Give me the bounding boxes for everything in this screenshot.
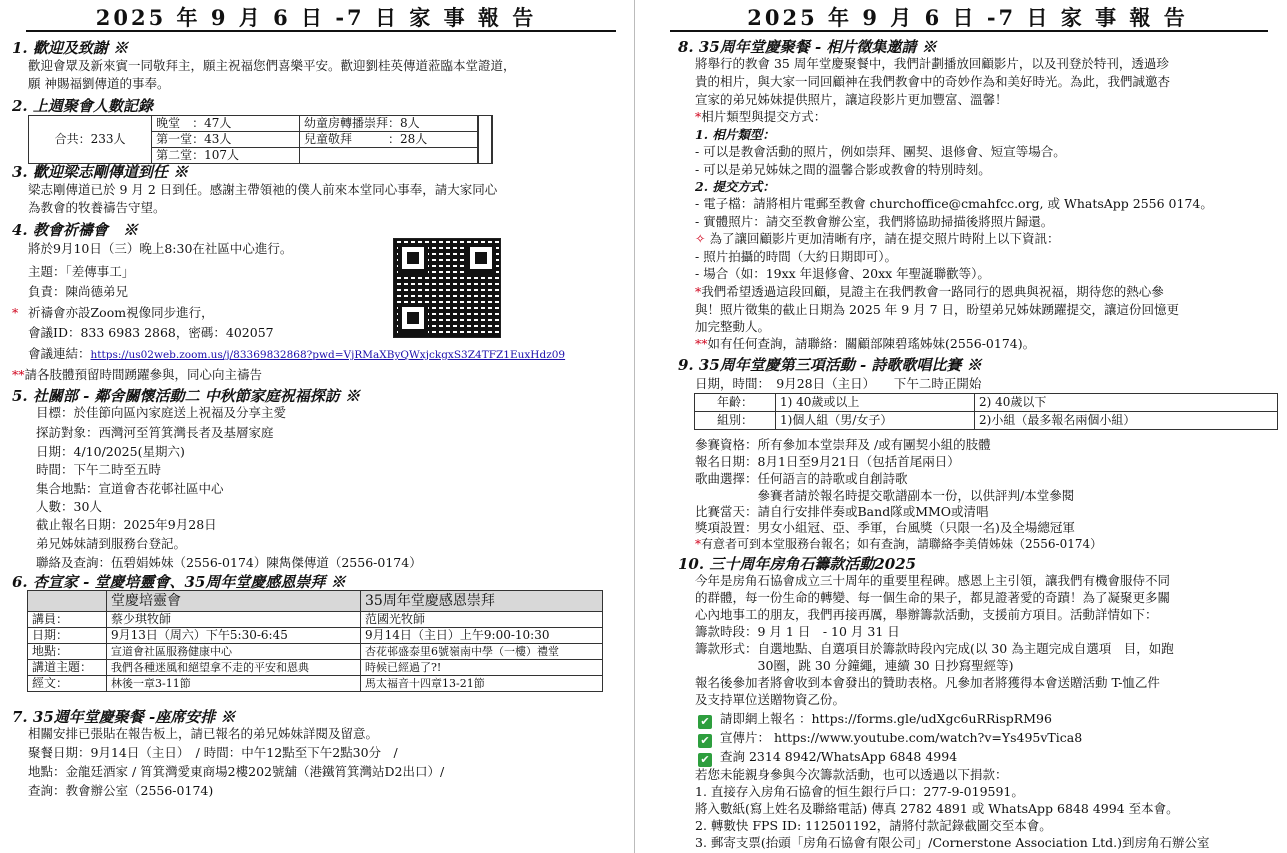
- zoom-link[interactable]: https://us02web.zoom.us/j/83369832868?pwd=VjRMaXByQWxjckgxS3Z4TFZ1EuxHdz09: [90, 349, 566, 361]
- visit-line: 弟兄姊妹請到服務台登記。: [36, 536, 187, 551]
- donation-line: 3. 郵寄支票(抬頭「房角石協會有限公司」/Cornerstone Association Ltd.)到房角石辦公室: [695, 835, 1210, 850]
- section-1-line: 願 神賜福劉傳道的事奉。: [28, 76, 170, 91]
- seating-line: 相關安排已張貼在報告板上，請已報名的弟兄姊妹詳閱及留意。: [28, 726, 379, 741]
- section-3-line: 梁志剛傳道已於 9 月 2 日到任。感謝主帶領祂的僕人前來本堂同心事奉，請大家同心: [28, 182, 498, 197]
- photo-sub-heading: *相片類型與提交方式：: [695, 109, 827, 124]
- left-page: [0, 0, 632, 853]
- photo-contact: **如有任何查詢，請聯絡：關顧部陳碧瑤姊妹(2556-0174)。: [695, 336, 1036, 351]
- donation-line: 若您未能親身參與今次籌款活動，也可以透過以下捐款：: [695, 767, 1008, 782]
- table-cell: 時候已經過了?!: [361, 660, 603, 676]
- contest-note-text: 有意者可到本堂服務台報名；如有查詢，請聯絡李美倩姊妹（2556-0174）: [701, 537, 1103, 551]
- table-cell: 講員：: [28, 612, 107, 628]
- qr-finder: [398, 243, 428, 273]
- section-4-heading: 4. 教會祈禱會 ※: [12, 221, 138, 239]
- photo-type-heading: 1. 相片類型：: [695, 127, 775, 142]
- table-cell: 蔡少琪牧師: [107, 612, 361, 628]
- attendance-cell: 晚堂 ：47人: [152, 116, 300, 132]
- table-header: [28, 591, 107, 612]
- visit-line: 截止報名日期：2025年9月28日: [36, 517, 217, 532]
- section-1-heading: 1. 歡迎及致謝 ※: [12, 39, 129, 57]
- section-5-heading: 5. 社關部 - 鄰舍關懷活動二 中秋節家庭祝福探訪 ※: [12, 387, 360, 405]
- section-10-heading: 10. 三十周年房角石籌款活動2025: [678, 555, 917, 573]
- section-6-heading: 6. 杏宣家 - 堂慶培靈會、35周年堂慶感恩崇拜 ※: [12, 573, 346, 591]
- attendance-cell: 第二堂：107人: [152, 148, 300, 164]
- info-item: - 場合（如：19xx 年退修會、20xx 年聖誕聯歡等）。: [695, 266, 990, 281]
- submit-heading: 2. 提交方式：: [695, 179, 775, 194]
- section-7-heading: 7. 35週年堂慶聚餐 -座席安排 ※: [12, 708, 236, 726]
- table-cell: 經文：: [28, 676, 107, 692]
- contest-line: 參賽者請於報名時提交歌譜副本一份，以供評判/本堂參閱: [695, 488, 1075, 503]
- zoom-link-label: 會議連結：: [28, 346, 91, 361]
- check-icon: ✔: [698, 753, 712, 767]
- submit-physical: - 實體照片：請交至教會辦公室，我們將協助掃描後將照片歸還。: [695, 214, 1054, 229]
- fund-line: 籌款形式：自選地點、自選項目於籌款時段內完成(以 30 為主題完成自選項 目，如跑: [695, 641, 1174, 656]
- contest-cell: 1)個人組（男/女子）: [776, 412, 975, 430]
- attendance-cell: [299, 148, 478, 164]
- section-1-line: 歡迎會眾及新來賓一同敬拜主，願主祝福您們喜樂平安。歡迎劉桂英傳道蒞臨本堂證道，: [28, 58, 516, 73]
- page-title: 2025 年 9 月 6 日 -7 日 家 事 報 告: [95, 5, 537, 30]
- zoom-note: 祈禱會亦設Zoom視像同步進行，: [28, 305, 214, 320]
- title-rule: [670, 30, 1268, 32]
- visit-line: 目標：於佳節向區內家庭送上祝福及分享主愛: [36, 405, 287, 420]
- section-8-heading: 8. 35周年堂慶聚餐 - 相片徵集邀請 ※: [678, 38, 937, 56]
- video-link[interactable]: 宣傳片： https://www.youtube.com/watch?v=Ys495vTica8: [720, 730, 1083, 745]
- visit-line: 人數：30人: [36, 499, 102, 514]
- prayer-meeting-leader: 負責：陳尚德弟兄: [28, 284, 129, 299]
- asterisk-mark: *: [12, 305, 19, 320]
- visit-line: 集合地點：宣道會杏花邨社區中心: [36, 481, 224, 496]
- info-note-text: 為了讓回顧影片更加清晰有序，請在提交照片時附上以下資訊：: [709, 231, 1060, 246]
- zoom-link-row: [28, 346, 565, 363]
- hope-line: 加完整動人。: [695, 319, 771, 334]
- attendance-cell: 兒童敬拜 ：28人: [299, 132, 478, 148]
- qr-finder: [466, 243, 496, 273]
- photo-intro: 將舉行的教會 35 周年堂慶聚餐中，我們計劃播放回顧影片，以及刊登於特刊，透過珍: [695, 56, 1169, 71]
- table-cell: 日期：: [28, 628, 107, 644]
- double-asterisk: **: [12, 367, 25, 382]
- prayer-meeting-theme: 主題：「差傳事工」: [28, 264, 135, 279]
- zoom-qr-code[interactable]: [393, 238, 501, 338]
- contest-line: 參賽資格：所有參加本堂崇拜及 /或有團契小組的肢體: [695, 437, 991, 452]
- check-icon: ✔: [698, 715, 712, 729]
- photo-intro: 宣家的弟兄姊妹提供照片，讓這段影片更加豐富、溫馨！: [695, 92, 1008, 107]
- visit-line: 聯絡及查詢：伍碧娟姊妹（2556-0174）陳雋傑傳道（2556-0174）: [36, 555, 422, 570]
- fund-line: 及支持單位送贈物資乙份。: [695, 692, 846, 707]
- fund-line: 30圈，跳 30 分鐘繩，連續 30 日抄寫聖經等): [695, 658, 1014, 673]
- table-cell: 地點：: [28, 644, 107, 660]
- photo-sub-text: 相片類型與提交方式：: [701, 109, 827, 124]
- prayer-meeting-time: 將於9月10日（三）晚上8:30在社區中心進行。: [28, 241, 293, 256]
- enquiry-text: 查詢 2314 8942/WhatsApp 6848 4994: [720, 749, 958, 764]
- section-3-line: 為教會的牧養禱告守望。: [28, 200, 166, 215]
- attendance-cell: 第一堂：43人: [152, 132, 300, 148]
- seating-line: 地點：金龍廷酒家 / 筲箕灣愛東商場2樓202號舖（港鐵筲箕灣站D2出口）/: [28, 764, 445, 779]
- section-3-heading: 3. 歡迎梁志剛傳道到任 ※: [12, 163, 189, 181]
- info-item: - 照片拍攝的時間（大約日期即可）。: [695, 249, 897, 264]
- register-link[interactable]: 請即網上報名 ：https://forms.gle/udXgc6uRRispRM96: [720, 711, 1052, 726]
- contest-line: 獎項設置：男女小組冠、亞、季軍，台風獎（只限一名)及全場總冠軍: [695, 520, 1075, 535]
- donation-line: 2. 轉數快 FPS ID: 112501192，請將付款記錄截圖交至本會。: [695, 818, 1052, 833]
- submit-email: - 電子檔：請將相片電郵至教會 churchoffice@cmahfcc.org, 或 WhatsApp 2556 0174。: [695, 196, 1213, 211]
- contest-cell: 1) 40歲或以上: [776, 394, 975, 412]
- photo-intro: 貴的相片，與大家一同回顧神在我們教會中的奇妙作為和美好時光。為此，我們誠邀杏: [695, 74, 1171, 89]
- visit-line: 日期：4/10/2025(星期六): [36, 444, 185, 459]
- page-title: 2025 年 9 月 6 日 -7 日 家 事 報 告: [747, 5, 1188, 30]
- hope-line: 與！照片徵集的截止日期為 2025 年 9 月 7 日，盼望弟兄姊妹踴躍提交，讓這份回憶更: [695, 302, 1180, 317]
- attendance-total: 合共：233人: [29, 116, 152, 164]
- fund-line: 的群體，每一份生命的轉變、每一個生命的果子，都見證著愛的奇蹟！為了凝聚更多關: [695, 590, 1171, 605]
- attendance-table: [28, 115, 493, 164]
- table-cell: 馬太福音十四章13-21節: [361, 676, 603, 692]
- section-9-heading: 9. 35周年堂慶第三項活動 - 詩歌歌唱比賽 ※: [678, 356, 982, 374]
- contest-date: 日期，時間： 9月28日（主日） 下午二時正開始: [695, 376, 982, 391]
- table-cell: 講道主題：: [28, 660, 107, 676]
- photo-type-item: - 可以是教會活動的照片，例如崇拜、團契、退修會、短宣等場合。: [695, 144, 1066, 159]
- table-cell: 林後一章3-11節: [107, 676, 361, 692]
- contest-cell: 年齡：: [695, 394, 776, 412]
- contest-line: 報名日期：8月1日至9月21日（包括首尾兩日）: [695, 454, 960, 469]
- table-cell: 我們各種迷風和絕望拿不走的平安和恩典: [107, 660, 361, 676]
- table-cell: 范國光牧師: [361, 612, 603, 628]
- donation-line: 1. 直接存入房角石協會的恒生銀行戶口：277-9-019591。: [695, 784, 1024, 799]
- seating-line: 查詢：教會辦公室（2556-0174): [28, 783, 214, 798]
- fund-line: 報名後參加者將會收到本會發出的贊助表格。凡參加者將獲得本會送贈活動 T-恤乙件: [695, 675, 1160, 690]
- photo-contact-text: 如有任何查詢，請聯絡：關顧部陳碧瑤姊妹(2556-0174)。: [707, 336, 1036, 351]
- contest-cell: 2) 40歲以下: [975, 394, 1278, 412]
- attendance-cell: 幼童房轉播崇拜：8人: [299, 116, 478, 132]
- qr-finder: [398, 303, 428, 333]
- seating-line: 聚餐日期：9月14日（主日） / 時間：中午12點至下午2點30分 /: [28, 745, 398, 760]
- video-link-row[interactable]: [698, 730, 1082, 748]
- visit-line: 探訪對象：西灣河至筲箕灣長者及基層家庭: [36, 425, 274, 440]
- page-divider: [634, 0, 635, 853]
- contest-note: *有意者可到本堂服務台報名；如有查詢，請聯絡李美倩姊妹（2556-0174）: [695, 537, 1103, 551]
- prayer-note: [12, 367, 262, 383]
- prayer-note-text: 請各肢體預留時間踴躍參與，同心向主禱告: [24, 367, 263, 382]
- contest-cell: 組別：: [695, 412, 776, 430]
- hope-text: 我們希望透過這段回顧，見證主在我們教會一路同行的恩典與祝福，期待您的熱心參: [701, 284, 1164, 299]
- sparkle-icon: ✧: [695, 231, 706, 246]
- enquiry-row: [698, 749, 957, 767]
- register-link-row[interactable]: [698, 711, 1052, 729]
- visit-line: 時間：下午二時至五時: [36, 462, 162, 477]
- hope-line: *我們希望透過這段回顧，見證主在我們教會一路同行的恩典與祝福，期待您的熱心參: [695, 284, 1164, 299]
- fund-line: 籌款時段：9 月 1 日 - 10 月 31 日: [695, 624, 900, 639]
- table-cell: 9月14日（主日）上午9:00-10:30: [361, 628, 603, 644]
- table-edge: [478, 116, 492, 164]
- anniversary-table: [27, 590, 603, 692]
- contest-line: 比賽當天：請自行安排伴奏或Band隊或MMO或清唱: [695, 504, 989, 519]
- contest-table: [694, 393, 1278, 430]
- table-header: 35周年堂慶感恩崇拜: [361, 591, 603, 612]
- table-header: 堂慶培靈會: [107, 591, 361, 612]
- contest-cell: 2)小組（最多報名兩個小組）: [975, 412, 1278, 430]
- photo-type-item: - 可以是弟兄姊妹之間的溫馨合影或教會的特別時刻。: [695, 162, 991, 177]
- table-cell: 杏花邨盛泰里6號嶺南中學（一樓）禮堂: [361, 644, 603, 660]
- fund-line: 今年是房角石協會成立三十周年的重要里程碑。感恩上主引領，讓我們有機會服侍不同: [695, 573, 1171, 588]
- section-2-heading: 2. 上週聚會人數記錄: [12, 97, 153, 115]
- right-page: [648, 0, 1287, 853]
- fund-line: 心內地事工的朋友，我們再接再厲，舉辦籌款活動，支援前方項目。活動詳情如下：: [695, 607, 1158, 622]
- donation-line: 將入數紙(寫上姓名及聯絡電話) 傳真 2782 4891 或 WhatsApp 6848 4994 至本會。: [695, 801, 1179, 816]
- info-note: [695, 231, 1059, 247]
- table-cell: 宣道會社區服務健康中心: [107, 644, 361, 660]
- zoom-meeting-id: 會議ID：833 6983 2868，密碼：402057: [28, 325, 274, 340]
- table-cell: 9月13日（周六）下午5:30-6:45: [107, 628, 361, 644]
- check-icon: ✔: [698, 734, 712, 748]
- title-rule: [26, 30, 616, 32]
- contest-line: 歌曲選擇：任何語言的詩歌或自創詩歌: [695, 471, 908, 486]
